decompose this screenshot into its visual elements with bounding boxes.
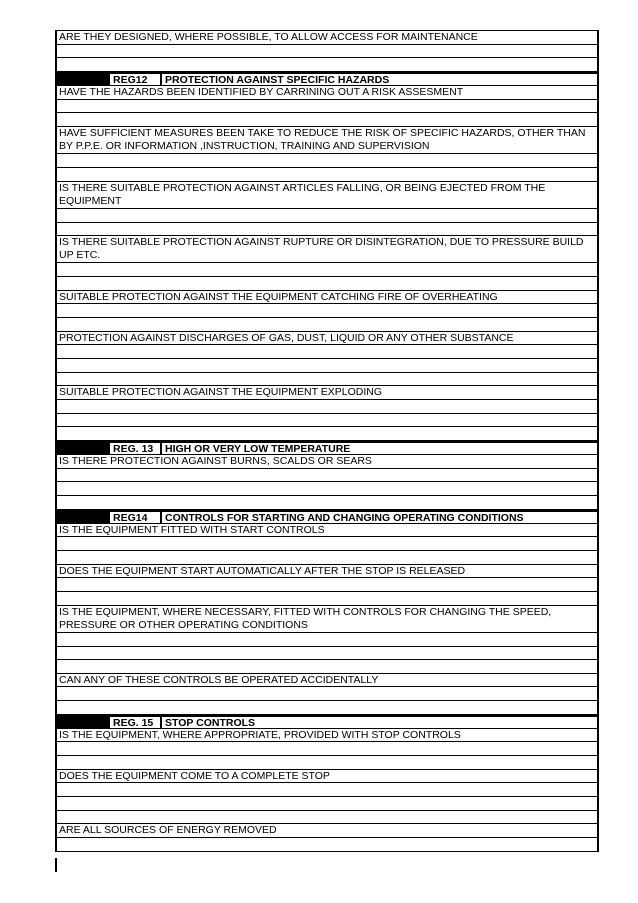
blank-answer-row[interactable] <box>57 359 597 373</box>
section-title: CONTROLS FOR STARTING AND CHANGING OPERATING CONDITIONS <box>165 511 524 524</box>
table-edge-marker <box>55 858 57 872</box>
blank-answer-row[interactable] <box>57 113 597 127</box>
blank-answer-row[interactable] <box>57 578 597 592</box>
blank-answer-row[interactable] <box>57 263 597 277</box>
blank-answer-row[interactable] <box>57 154 597 168</box>
question-row: IS THE EQUIPMENT, WHERE APPROPRIATE, PROVIDED WITH STOP CONTROLS <box>57 729 597 743</box>
blank-answer-row[interactable] <box>57 209 597 223</box>
section-header <box>57 441 597 455</box>
section-header <box>57 715 597 729</box>
question-row: ARE THEY DESIGNED, WHERE POSSIBLE, TO ALLOW ACCESS FOR MAINTENANCE <box>57 31 597 45</box>
section-marker-block <box>57 512 110 523</box>
blank-answer-row[interactable] <box>57 592 597 606</box>
section-number: REG14 <box>110 512 162 523</box>
section-header <box>57 510 597 524</box>
blank-answer-row[interactable] <box>57 100 597 114</box>
blank-answer-row[interactable] <box>57 345 597 359</box>
blank-answer-row[interactable] <box>57 469 597 483</box>
blank-answer-row[interactable] <box>57 647 597 661</box>
blank-answer-row[interactable] <box>57 783 597 797</box>
question-row: SUITABLE PROTECTION AGAINST THE EQUIPMENT EXPLODING <box>57 386 597 400</box>
blank-answer-row[interactable] <box>57 660 597 674</box>
question-row: IS THERE PROTECTION AGAINST BURNS, SCALDS OR SEARS <box>57 455 597 469</box>
blank-answer-row[interactable] <box>57 701 597 715</box>
blank-answer-row[interactable] <box>57 304 597 318</box>
blank-answer-row[interactable] <box>57 318 597 332</box>
blank-answer-row[interactable] <box>57 742 597 756</box>
blank-answer-row[interactable] <box>57 373 597 387</box>
section-number: REG12 <box>110 74 162 85</box>
blank-answer-row[interactable] <box>57 45 597 59</box>
section-number: REG. 15 <box>110 717 162 728</box>
blank-answer-row[interactable] <box>57 551 597 565</box>
blank-answer-row[interactable] <box>57 633 597 647</box>
question-row: ARE ALL SOURCES OF ENERGY REMOVED <box>57 824 597 838</box>
question-row: HAVE SUFFICIENT MEASURES BEEN TAKE TO REDUCE THE RISK OF SPECIFIC HAZARDS, OTHER THAN BY P.P.E. OR INFORMATION ,INSTRUCTION, TRAINING AND SUPERVISION <box>57 127 597 154</box>
blank-answer-row[interactable] <box>57 482 597 496</box>
question-row: IS THERE SUITABLE PROTECTION AGAINST RUPTURE OR DISINTEGRATION, DUE TO PRESSURE BUILD UP ETC. <box>57 236 597 263</box>
blank-answer-row[interactable] <box>57 797 597 811</box>
checklist-table <box>55 30 599 852</box>
blank-answer-row[interactable] <box>57 168 597 182</box>
blank-answer-row[interactable] <box>57 223 597 237</box>
blank-answer-row[interactable] <box>57 427 597 441</box>
section-title: STOP CONTROLS <box>165 716 256 729</box>
blank-answer-row[interactable] <box>57 838 597 852</box>
question-row: DOES THE EQUIPMENT COME TO A COMPLETE STOP <box>57 770 597 784</box>
blank-answer-row[interactable] <box>57 277 597 291</box>
question-row: HAVE THE HAZARDS BEEN IDENTIFIED BY CARRINING OUT A RISK ASSESMENT <box>57 86 597 100</box>
section-marker-block <box>57 443 110 454</box>
section-marker-block <box>57 74 110 85</box>
question-row: DOES THE EQUIPMENT START AUTOMATICALLY AFTER THE STOP IS RELEASED <box>57 565 597 579</box>
section-title: PROTECTION AGAINST SPECIFIC HAZARDS <box>165 73 390 86</box>
blank-answer-row[interactable] <box>57 537 597 551</box>
section-marker-block <box>57 717 110 728</box>
question-row: IS THE EQUIPMENT, WHERE NECESSARY, FITTED WITH CONTROLS FOR CHANGING THE SPEED, PRESSURE OR OTHER OPERATING CONDITIONS <box>57 606 597 633</box>
blank-answer-row[interactable] <box>57 756 597 770</box>
blank-answer-row[interactable] <box>57 414 597 428</box>
question-row: IS THERE SUITABLE PROTECTION AGAINST ARTICLES FALLING, OR BEING EJECTED FROM THE EQUIPMENT <box>57 182 597 209</box>
blank-answer-row[interactable] <box>57 811 597 825</box>
question-row: PROTECTION AGAINST DISCHARGES OF GAS, DUST, LIQUID OR ANY OTHER SUBSTANCE <box>57 332 597 346</box>
blank-answer-row[interactable] <box>57 687 597 701</box>
section-number: REG. 13 <box>110 443 162 454</box>
blank-answer-row[interactable] <box>57 58 597 72</box>
section-title: HIGH OR VERY LOW TEMPERATURE <box>165 442 351 455</box>
question-row: IS THE EQUIPMENT FITTED WITH START CONTROLS <box>57 524 597 538</box>
question-row: CAN ANY OF THESE CONTROLS BE OPERATED ACCIDENTALLY <box>57 674 597 688</box>
blank-answer-row[interactable] <box>57 496 597 510</box>
blank-answer-row[interactable] <box>57 400 597 414</box>
section-header <box>57 72 597 86</box>
question-row: SUITABLE PROTECTION AGAINST THE EQUIPMENT CATCHING FIRE OF OVERHEATING <box>57 291 597 305</box>
